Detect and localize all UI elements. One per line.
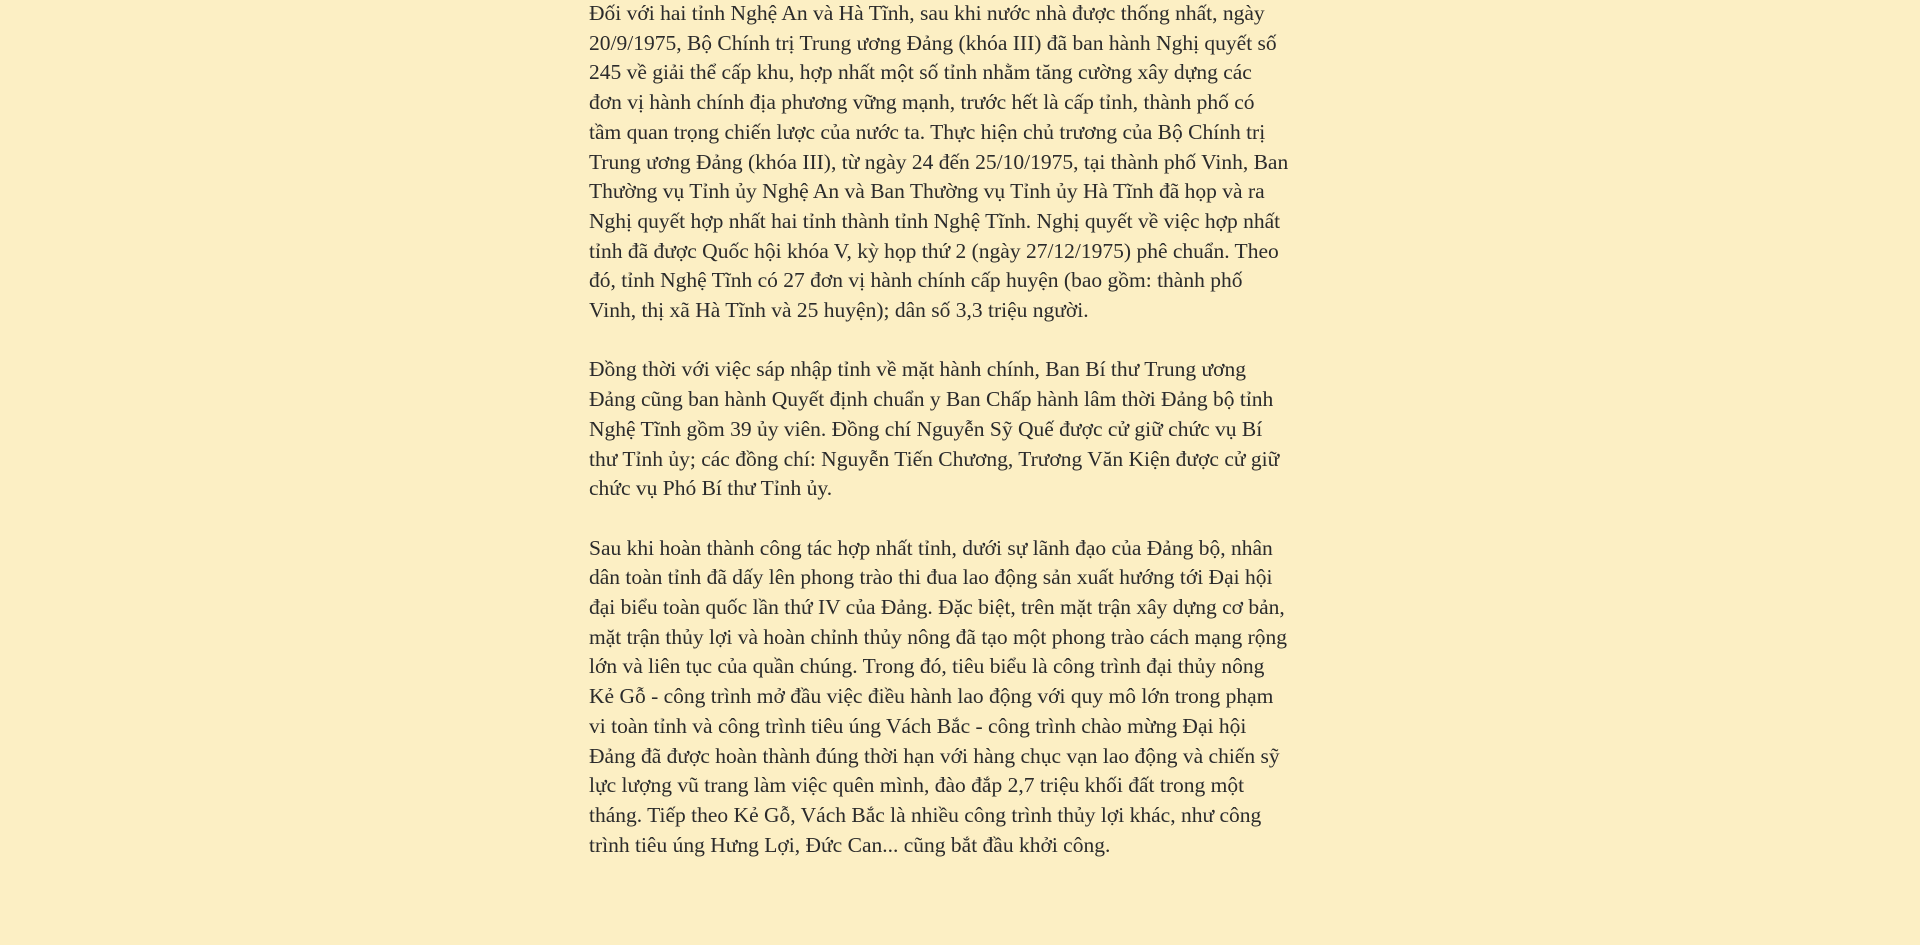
paragraph-merger-of-provinces: Đối với hai tỉnh Nghệ An và Hà Tĩnh, sau khi nước nhà được thống nhất, ngày 20/9/1975, Bộ Chính trị Trung ương Đảng (khóa III) đã ban hành Nghị quyết số 245 về giải thể cấp khu, hợp nhất một số tỉnh nhằm tăng cường xây dựng các đơn vị hành chính địa phương vững mạnh, trước hết là cấp tỉnh, thành phố có tầm quan trọng chiến lược của nước ta. Thực hiện chủ trương của Bộ Chính trị Trung ương Đảng (khóa III), từ ngày 24 đến 25/10/1975, tại thành phố Vinh, Ban Thường vụ Tỉnh ủy Nghệ An và Ban Thường vụ Tỉnh ủy Hà Tĩnh đã họp và ra Nghị quyết hợp nhất hai tỉnh thành tỉnh Nghệ Tĩnh. Nghị quyết về việc hợp nhất tỉnh đã được Quốc hội khóa V, kỳ họp thứ 2 (ngày 27/12/1975) phê chuẩn. Theo đó, tỉnh Nghệ Tĩnh có 27 đơn vị hành chính cấp huyện (bao gồm: thành phố Vinh, thị xã Hà Tĩnh và 25 huyện); dân số 3,3 triệu người.	[589, 1, 1289, 323]
paragraph-irrigation-works: Sau khi hoàn thành công tác hợp nhất tỉnh, dưới sự lãnh đạo của Đảng bộ, nhân dân toàn tỉnh đã dấy lên phong trào thi đua lao động sản xuất hướng tới Đại hội đại biểu toàn quốc lần thứ IV của Đảng. Đặc biệt, trên mặt trận xây dựng cơ bản, mặt trận thủy lợi và hoàn chỉnh thủy nông đã tạo một phong trào cách mạng rộng lớn và liên tục của quần chúng. Trong đó, tiêu biểu là công trình đại thủy nông Kẻ Gỗ - công trình mở đầu việc điều hành lao động với quy mô lớn trong phạm vi toàn tỉnh và công trình tiêu úng Vách Bắc - công trình chào mừng Đại hội Đảng đã được hoàn thành đúng thời hạn với hàng chục vạn lao động và chiến sỹ lực lượng vũ trang làm việc quên mình, đào đắp 2,7 triệu khối đất trong một tháng. Tiếp theo Kẻ Gỗ, Vách Bắc là nhiều công trình thủy lợi khác, như công trình tiêu úng Hưng Lợi, Đức Can... cũng bắt đầu khởi công.	[589, 535, 1288, 857]
paragraph-provisional-party-committee: Đồng thời với việc sáp nhập tỉnh về mặt hành chính, Ban Bí thư Trung ương Đảng cũng ban hành Quyết định chuẩn y Ban Chấp hành lâm thời Đảng bộ tỉnh Nghệ Tĩnh gồm 39 ủy viên. Đồng chí Nguyễn Sỹ Quế được cử giữ chức vụ Bí thư Tỉnh ủy; các đồng chí: Nguyễn Tiến Chương, Trương Văn Kiện được cử giữ chức vụ Phó Bí thư Tỉnh ủy.	[589, 357, 1280, 501]
article-body	[589, 0, 1289, 890]
